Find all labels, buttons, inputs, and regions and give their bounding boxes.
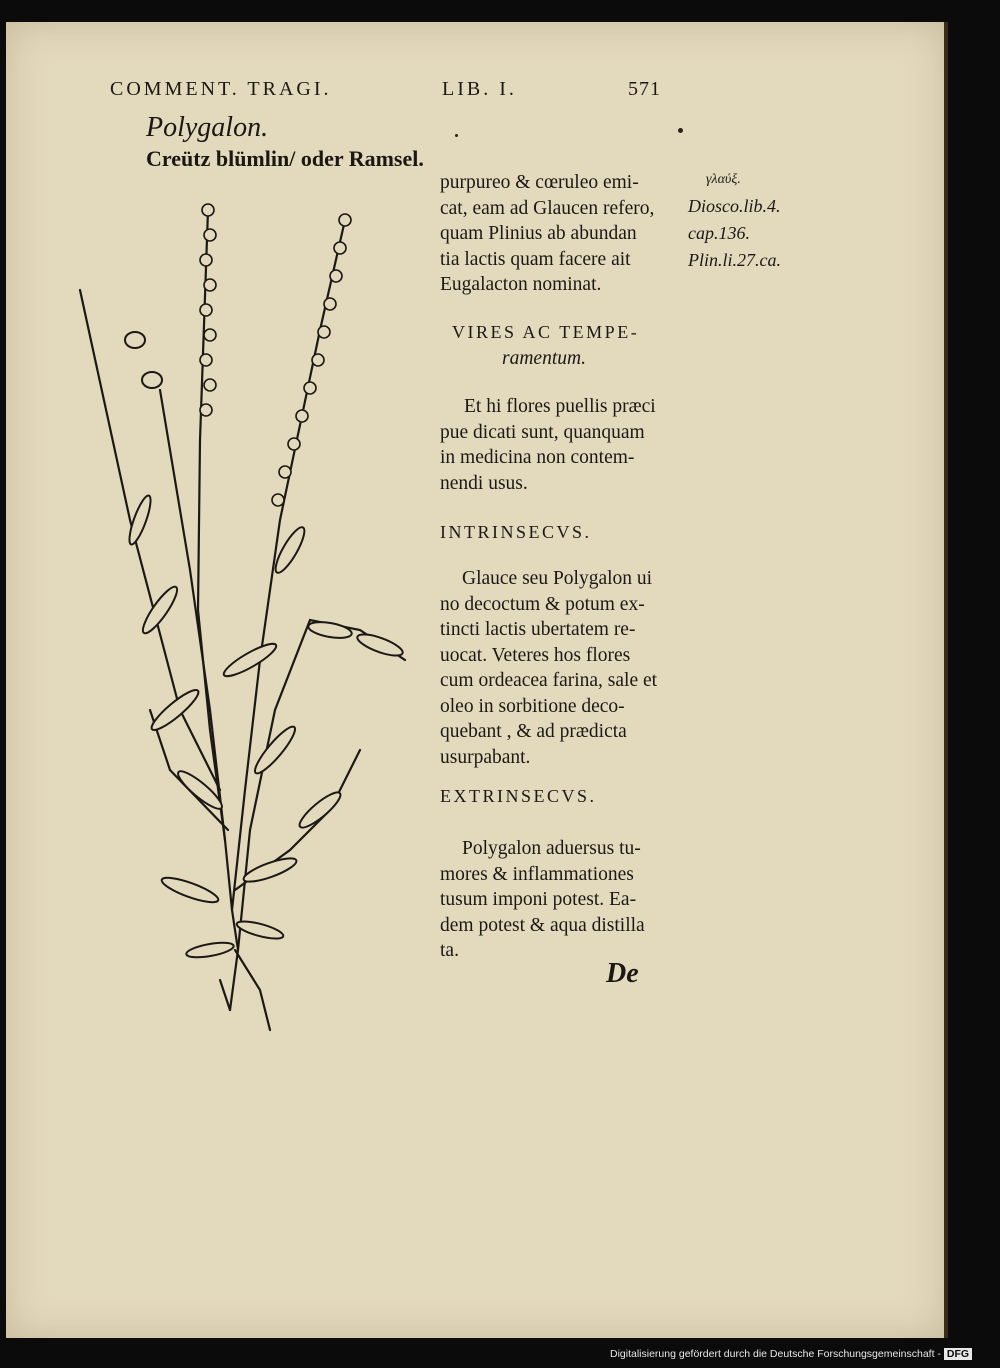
text-line: mores & inflammationes: [440, 863, 634, 885]
text-line: pue dicati sunt, quanquam: [440, 421, 645, 443]
section-heading-vires: [440, 320, 690, 371]
running-head: [110, 78, 710, 108]
text-block-1: [440, 170, 690, 298]
margin-note: Plin.li.27.ca.: [688, 250, 781, 270]
section-heading-line: EXTRINSECVS.: [440, 786, 597, 806]
catchword: De: [606, 958, 639, 989]
footer-credit: [610, 1348, 972, 1360]
section-heading-line: VIRES AC TEMPE-: [452, 322, 640, 342]
margin-notes: [688, 166, 828, 274]
margin-note: γλαύξ.: [706, 172, 741, 187]
text-line: Eugalacton nominat.: [440, 274, 602, 295]
plant-latin-name: Polygalon.: [146, 112, 269, 143]
polygala-woodcut-plant-icon: [60, 190, 430, 1040]
text-line: ta.: [440, 940, 459, 961]
footer-text: Digitalisierung gefördert durch die Deutsche Forschungsgemeinschaft -: [610, 1348, 941, 1360]
text-line: tincti lactis ubertatem re-: [440, 619, 636, 640]
text-block-2: [440, 394, 690, 496]
section-heading-line: ramentum.: [502, 347, 586, 369]
page-edge: [944, 22, 948, 1338]
text-line: no decoctum & potum ex-: [440, 593, 645, 615]
text-block-4: [440, 836, 690, 964]
text-line: usurpabant.: [440, 746, 531, 768]
text-line: cum ordeacea farina, sale et: [440, 670, 658, 691]
ink-spot: [678, 128, 683, 133]
text-line: quebant , & ad prædicta: [440, 721, 627, 742]
text-line: cat, eam ad Glaucen refero,: [440, 197, 655, 219]
text-line: Polygalon aduersus tu-: [462, 838, 641, 859]
text-line: quam Plinius ab abundan: [440, 223, 637, 244]
text-block-3: [440, 566, 690, 770]
margin-note: Diosco.lib.4.: [688, 196, 781, 216]
running-head-book: LIB. I.: [442, 78, 517, 100]
text-line: dem potest & aqua distilla: [440, 914, 645, 936]
dfg-logo: DFG: [944, 1348, 972, 1360]
text-line: nendi usus.: [440, 472, 528, 494]
text-line: Glauce seu Polygalon ui: [462, 568, 653, 589]
text-line: tusum imponi potest. Ea-: [440, 889, 637, 910]
text-line: Et hi flores puellis præci: [464, 396, 656, 417]
section-heading-intrinsecus: [440, 520, 690, 546]
running-head-title: COMMENT. TRAGI.: [110, 78, 332, 100]
plant-german-name: Creütz blümlin/ oder Ramsel.: [146, 146, 424, 171]
text-line: tia lactis quam facere ait: [440, 248, 631, 270]
text-line: uocat. Veteres hos flores: [440, 644, 631, 666]
ink-spot: [455, 134, 458, 137]
text-line: purpureo & cœruleo emi-: [440, 172, 639, 193]
page-number: 571: [628, 78, 661, 100]
section-heading-line: INTRINSECVS.: [440, 522, 592, 542]
section-heading-extrinsecus: [440, 784, 690, 810]
text-line: in medicina non contem-: [440, 447, 635, 468]
text-line: oleo in sorbitione deco-: [440, 695, 625, 717]
margin-note: cap.136.: [688, 223, 750, 243]
